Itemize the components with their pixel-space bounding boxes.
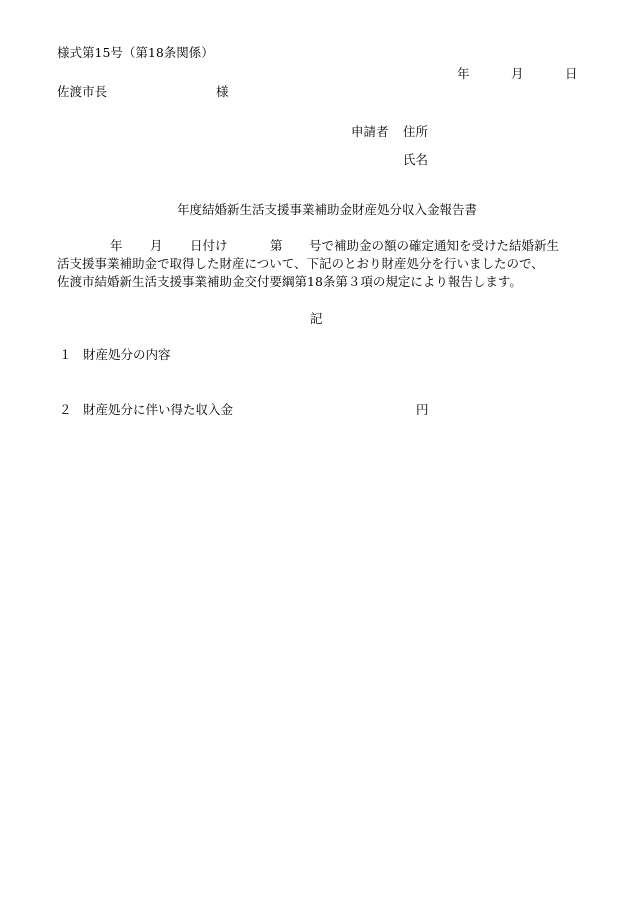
date-year-label: 年 [457,66,470,81]
body-line3: 佐渡市結婚新生活支援事業補助金交付要綱第18条第３項の規定により報告します。 [57,274,522,289]
item-number: ２ [59,402,72,417]
body-year-label: 年 [110,238,123,253]
document-title: 年度結婚新生活支援事業補助金財産処分収入金報告書 [177,202,478,217]
item-label: 財産処分に伴い得た収入金 [83,402,234,417]
item-number: １ [59,347,72,362]
date-day-label: 日 [565,66,578,81]
body-line2: 活支援事業補助金で取得した財産について、下記のとおり財産処分を行いましたので、 [57,256,544,271]
honorific: 様 [216,84,229,99]
form-number: 様式第15号（第18条関係） [57,45,214,60]
item-unit: 円 [416,402,429,417]
address-label: 住所 [403,124,429,139]
body-month-label: 月 [150,238,163,253]
date-month-label: 月 [511,66,524,81]
body-number-prefix: 第 [270,238,283,253]
name-label: 氏名 [403,152,429,167]
body-dated-label: 日付け [190,238,228,253]
record-heading: 記 [310,311,323,326]
addressee: 佐渡市長 [57,84,108,99]
applicant-label: 申請者 [351,124,389,139]
body-line1-rest: 号で補助金の額の確定通知を受けた結婚新生 [309,238,560,253]
item-label: 財産処分の内容 [83,347,171,362]
